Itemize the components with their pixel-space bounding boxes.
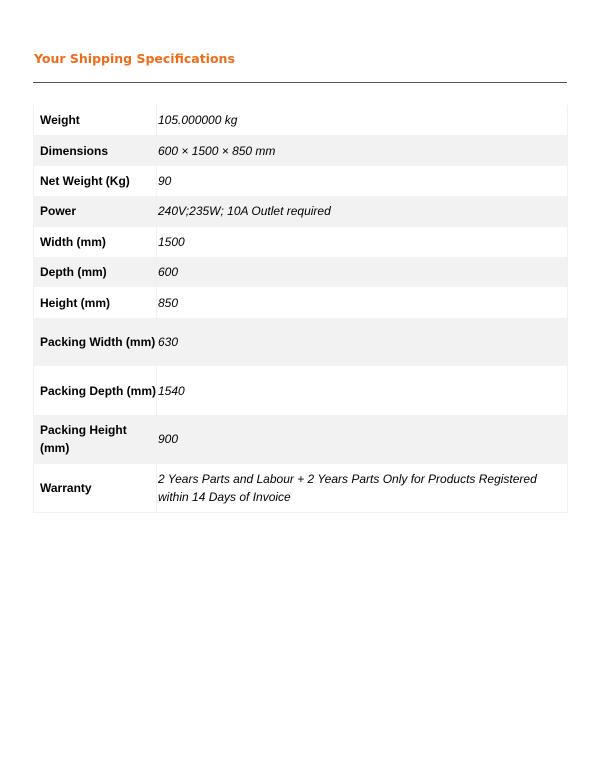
spec-row-width <box>34 227 568 257</box>
spec-label: Width (mm) <box>34 227 157 257</box>
spec-value: 105.000000 kg <box>157 105 568 135</box>
spec-row-weight <box>34 105 568 135</box>
spec-row-dimensions <box>34 135 568 165</box>
shipping-specs-table <box>33 105 568 513</box>
spec-value: 630 <box>157 318 568 367</box>
spec-row-packing-height <box>34 415 568 464</box>
spec-value: 850 <box>157 287 568 317</box>
spec-row-net-weight <box>34 166 568 196</box>
spec-label: Packing Depth (mm) <box>34 366 157 415</box>
spec-label: Packing Width (mm) <box>34 318 157 367</box>
spec-label: Net Weight (Kg) <box>34 166 157 196</box>
spec-row-depth <box>34 257 568 287</box>
spec-value: 1500 <box>157 227 568 257</box>
spec-label: Dimensions <box>34 135 157 165</box>
spec-label: Power <box>34 196 157 226</box>
spec-value: 1540 <box>157 366 568 415</box>
spec-label: Weight <box>34 105 157 135</box>
spec-label: Packing Height (mm) <box>34 415 157 464</box>
section-title: Your Shipping Specifications <box>34 51 235 66</box>
spec-label: Height (mm) <box>34 287 157 317</box>
spec-value: 600 × 1500 × 850 mm <box>157 135 568 165</box>
spec-row-packing-width <box>34 318 568 367</box>
spec-value: 600 <box>157 257 568 287</box>
spec-row-power <box>34 196 568 226</box>
section-divider <box>33 82 567 83</box>
spec-row-warranty <box>34 464 568 513</box>
spec-label: Depth (mm) <box>34 257 157 287</box>
spec-value: 900 <box>157 415 568 464</box>
spec-value: 2 Years Parts and Labour + 2 Years Parts Only for Products Registered within 14 Days of Invoice <box>157 464 568 513</box>
spec-label: Warranty <box>34 464 157 513</box>
spec-value: 90 <box>157 166 568 196</box>
spec-value: 240V;235W; 10A Outlet required <box>157 196 568 226</box>
spec-row-height <box>34 287 568 317</box>
spec-row-packing-depth <box>34 366 568 415</box>
